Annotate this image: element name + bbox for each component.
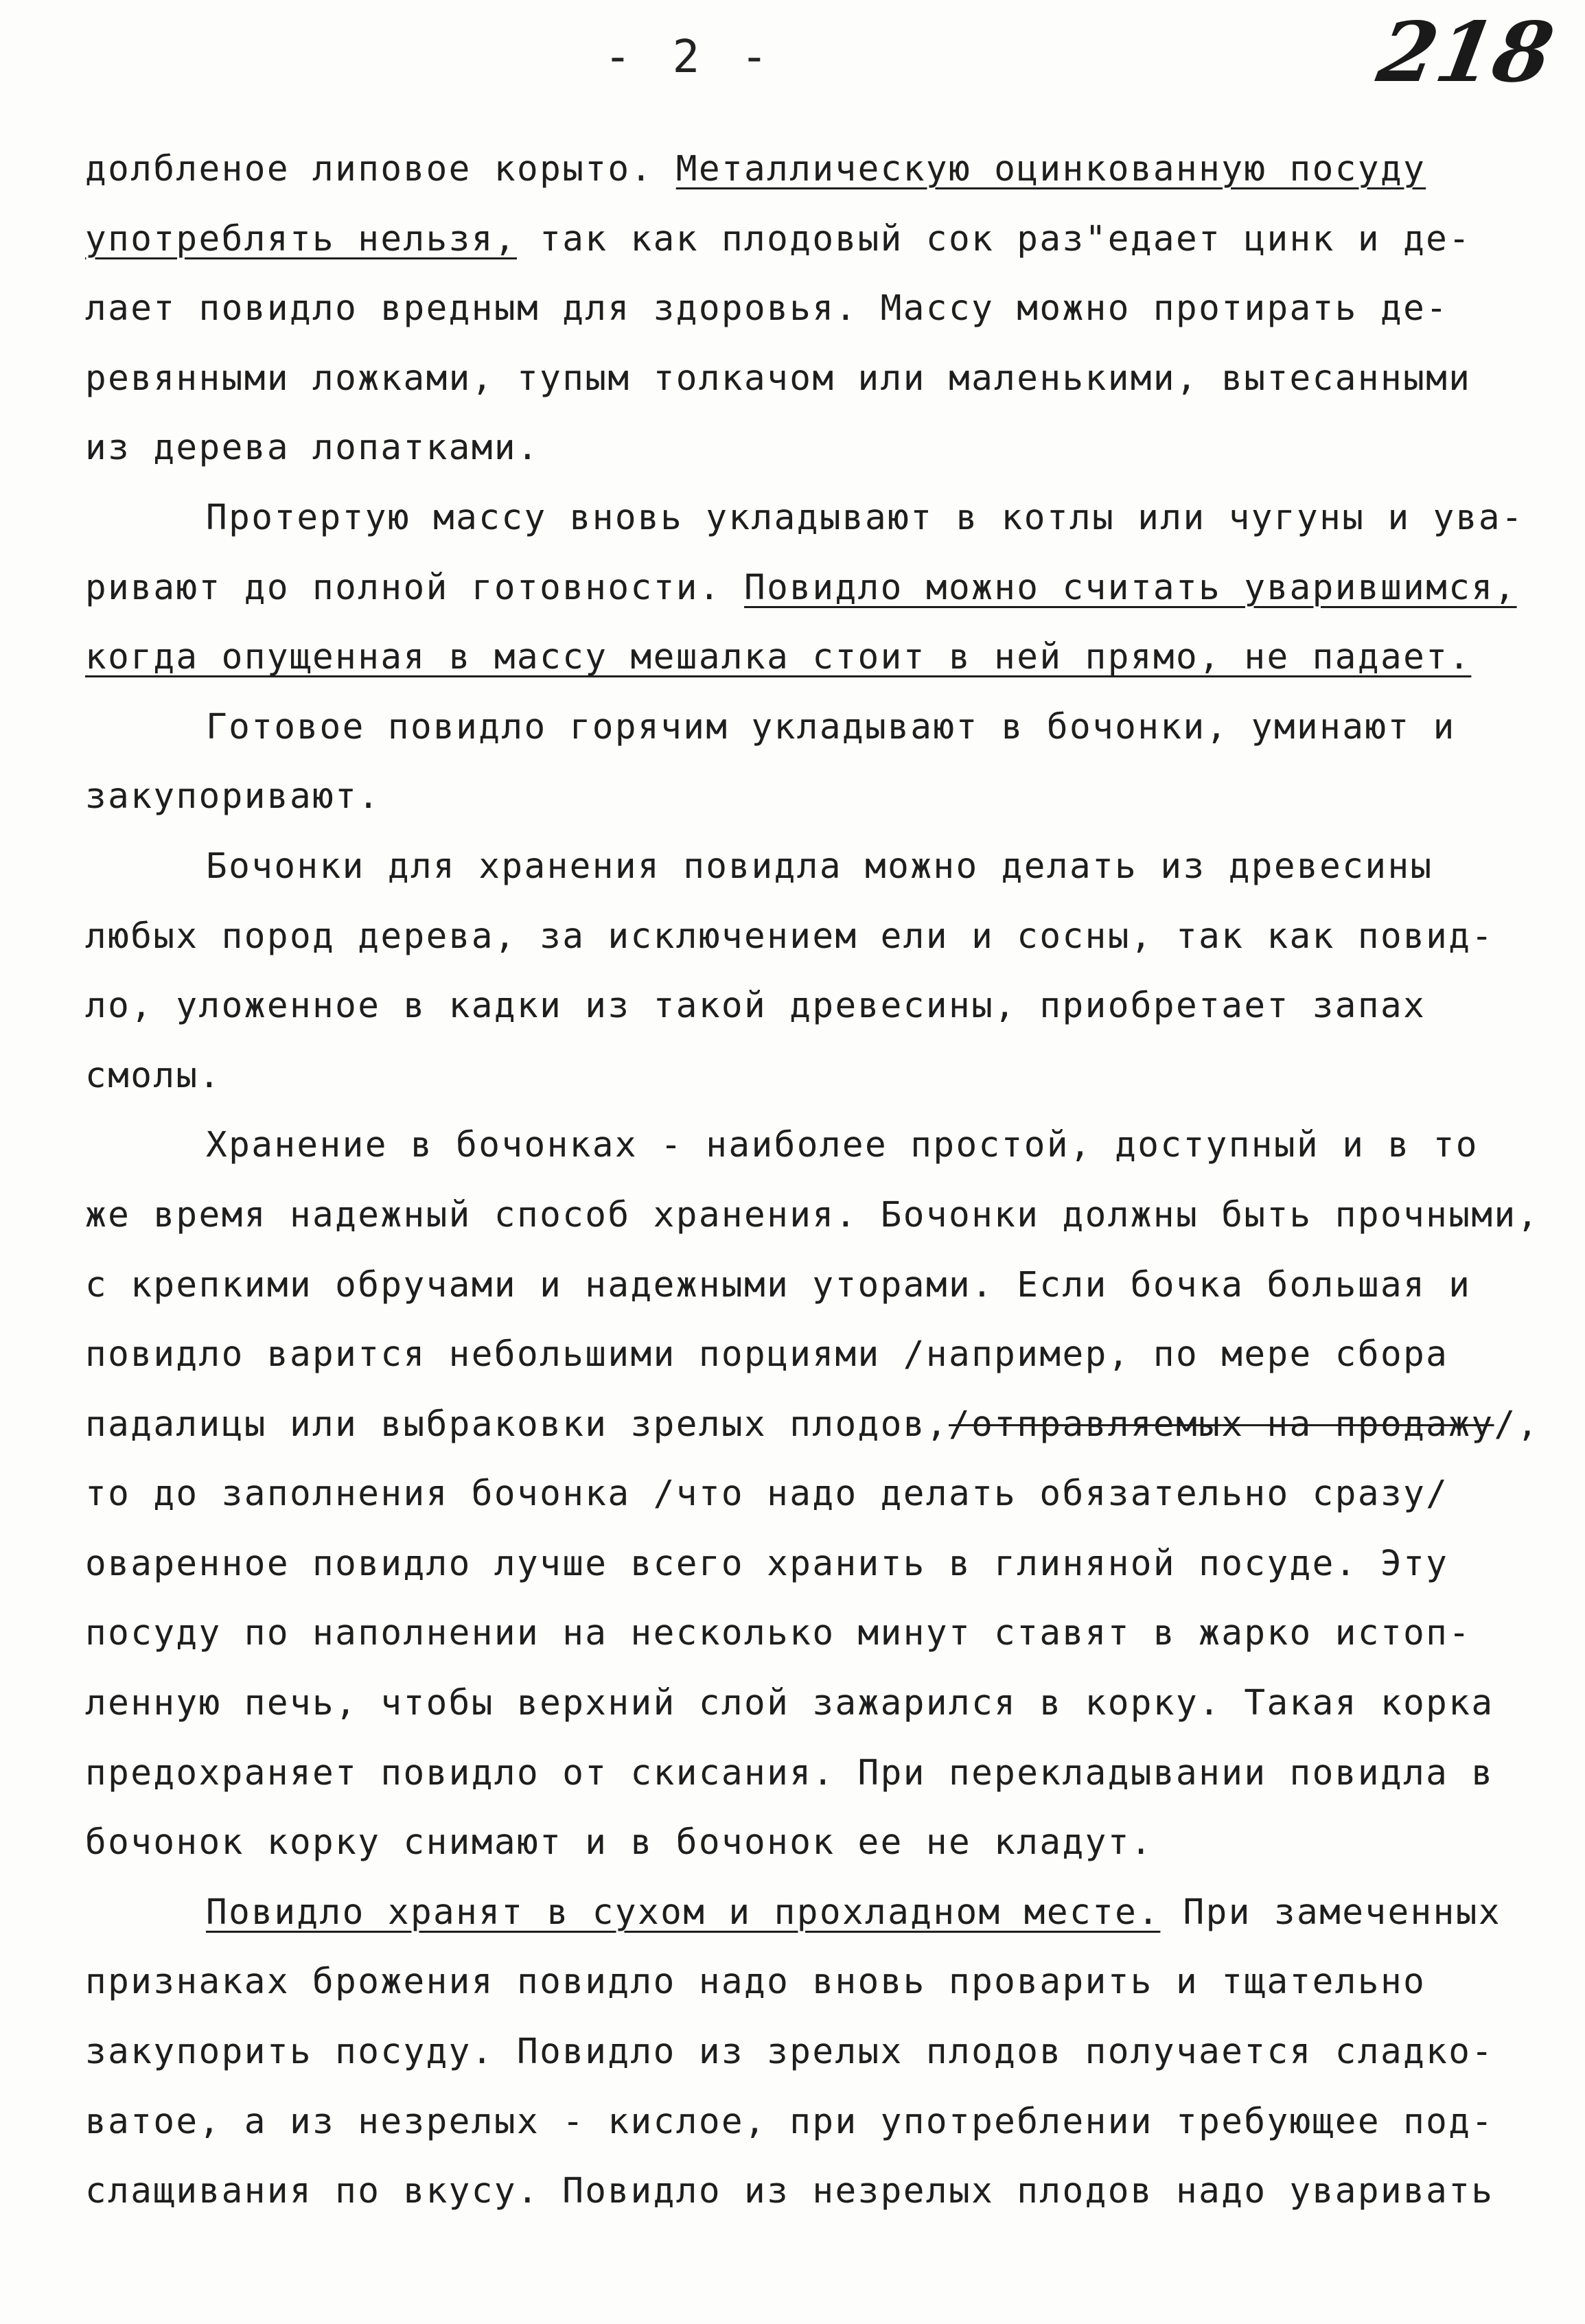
text-line: смолы. xyxy=(85,1055,222,1096)
paragraph-first-line: Хранение в бочонках - наиболее простой, доступный и в то xyxy=(206,1125,1479,1166)
underlined-text: Металлическую оцинкованную посуду xyxy=(675,149,1426,189)
paragraph-first-line: Бочонки для хранения повидла можно делать из древесины xyxy=(206,846,1433,887)
text-line: ватое, а из незрелых - кислое, при употреблении требующее под- xyxy=(85,2101,1494,2142)
text-line: же время надежный способ хранения. Бочонки должны быть прочными, xyxy=(85,1194,1540,1235)
text-line: оваренное повидло лучше всего хранить в глиняной посуде. Эту xyxy=(85,1543,1449,1584)
text-line: любых пород дерева, за исключением ели и сосны, так как повид- xyxy=(85,916,1494,957)
text-line: лает повидло вредным для здоровья. Массу можно протирать де- xyxy=(85,288,1449,329)
text-line: ленную печь, чтобы верхний слой зажарился в корку. Такая корка xyxy=(85,1683,1494,1724)
underlined-text: Повидло можно считать уварившимся, xyxy=(744,567,1517,608)
text-line: ревянными ложками, тупым толкачом или маленькими, вытесанными xyxy=(85,358,1472,399)
text-line: повидло варится небольшими порциями /например, по мере сбора xyxy=(85,1334,1449,1375)
text-line: закупоривают. xyxy=(85,776,381,817)
text-line: то до заполнения бочонка /что надо делать обязательно сразу/ xyxy=(85,1474,1449,1515)
text-line: из дерева лопатками. xyxy=(85,428,540,469)
handwritten-folio-number: 218 xyxy=(1371,4,1560,101)
text-line: признаках брожения повидло надо вновь проварить и тщательно xyxy=(85,1962,1426,2003)
paragraph-first-line: Повидло хранят в сухом и прохладном месте. При замеченных xyxy=(206,1892,1501,1933)
text-line: закупорить посуду. Повидло из зрелых плодов получается сладко- xyxy=(85,2032,1494,2073)
text-line: ло, уложенное в кадки из такой древесины, приобретает запах xyxy=(85,986,1426,1027)
text-line: употреблять нельзя, так как плодовый сок раз"едает цинк и де- xyxy=(85,218,1472,259)
paragraph-first-line: Протертую массу вновь укладывают в котлы или чугуны и ува- xyxy=(206,497,1525,538)
underlined-text: когда опущенная в массу мешалка стоит в ней прямо, не падает. xyxy=(85,637,1472,678)
paragraph-first-line: Готовое повидло горячим укладывают в бочонки, уминают и xyxy=(206,706,1456,747)
text-line: долбленое липовое корыто. Металлическую оцинкованную посуду xyxy=(85,149,1426,189)
typewritten-body xyxy=(85,135,1540,2227)
underlined-text: употреблять нельзя, xyxy=(85,218,517,259)
text-line xyxy=(85,623,1534,693)
text-line: ривают до полной готовности. Повидло можно считать уварившимся, xyxy=(85,567,1517,608)
text-line: бочонок корку снимают и в бочонок ее не кладут. xyxy=(85,1822,1153,1863)
page-number: - 2 - xyxy=(604,30,775,83)
text-line: с крепкими обручами и надежными уторами. Если бочка большая и xyxy=(85,1264,1472,1305)
text-line: падалицы или выбраковки зрелых плодов,/отправляемых на продажу/, xyxy=(85,1404,1540,1445)
text-line: посуду по наполнении на несколько минут ставят в жарко истоп- xyxy=(85,1613,1472,1654)
text-line: предохраняет повидло от скисания. При перекладывании повидла в xyxy=(85,1752,1494,1793)
struck-through-text: /отправляемых на продажу xyxy=(948,1404,1494,1445)
text-line: слащивания по вкусу. Повидло из незрелых плодов надо уваривать xyxy=(85,2171,1494,2212)
underlined-text: Повидло хранят в сухом и прохладном месте. xyxy=(206,1892,1161,1933)
